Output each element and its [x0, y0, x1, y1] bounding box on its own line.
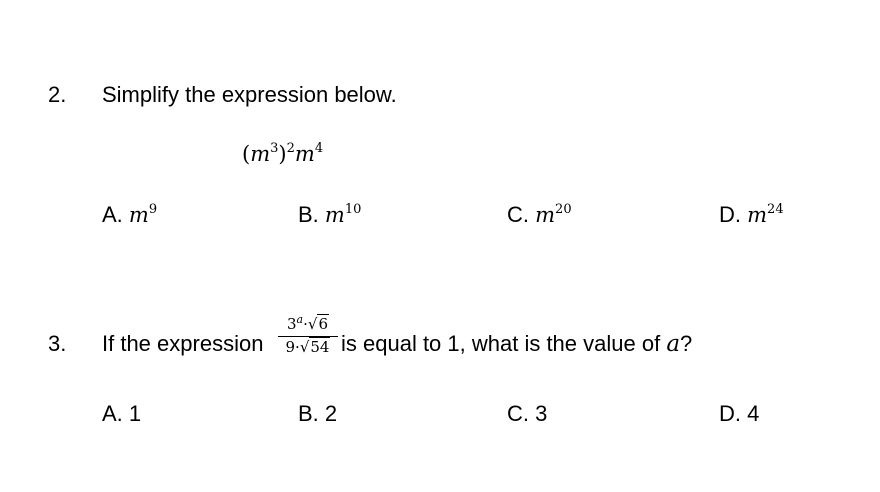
choice-value: 1 — [128, 401, 142, 426]
choice-label: D. — [719, 202, 741, 227]
question-3-number: 3. — [48, 331, 67, 356]
choice-label: C. — [507, 202, 529, 227]
question-3-fraction — [278, 313, 338, 357]
question-2-prompt: Simplify the expression below. — [102, 82, 397, 107]
fraction-numerator: $3^a\cdot√6$ — [287, 313, 328, 333]
choice-label: B. — [298, 401, 319, 426]
question-2-expression: $(m^3)^2m^4$ — [242, 141, 324, 166]
question-2-number: 2. — [48, 82, 67, 107]
choice-label: B. — [298, 202, 319, 227]
choice-value: 3 — [535, 401, 548, 426]
choice-label: D. — [719, 401, 741, 426]
q2-choice-a[interactable]: A. $m^9$ — [102, 202, 158, 227]
q2-choice-c[interactable]: C. $m^{20}$ — [507, 202, 572, 227]
question-3-prompt-end: is equal to 1, what is the value of a? — [341, 331, 693, 357]
choice-value: 2 — [324, 401, 338, 426]
q2-choice-b[interactable]: B. $m^{10}$ — [298, 202, 362, 227]
choice-label: A. — [102, 401, 123, 426]
q3-choice-a[interactable] — [102, 401, 141, 427]
question-3-prompt-start: If the expression — [102, 331, 264, 356]
q3-choice-d[interactable] — [719, 401, 759, 427]
choice-value: 4 — [747, 401, 760, 426]
choice-label: C. — [507, 401, 529, 426]
q3-choice-b[interactable] — [298, 401, 337, 427]
q2-choice-d[interactable]: D. $m^{24}$ — [719, 202, 784, 227]
choice-label: A. — [102, 202, 123, 227]
fraction-denominator: 9·√54 — [285, 338, 330, 357]
q3-choice-c[interactable] — [507, 401, 547, 427]
